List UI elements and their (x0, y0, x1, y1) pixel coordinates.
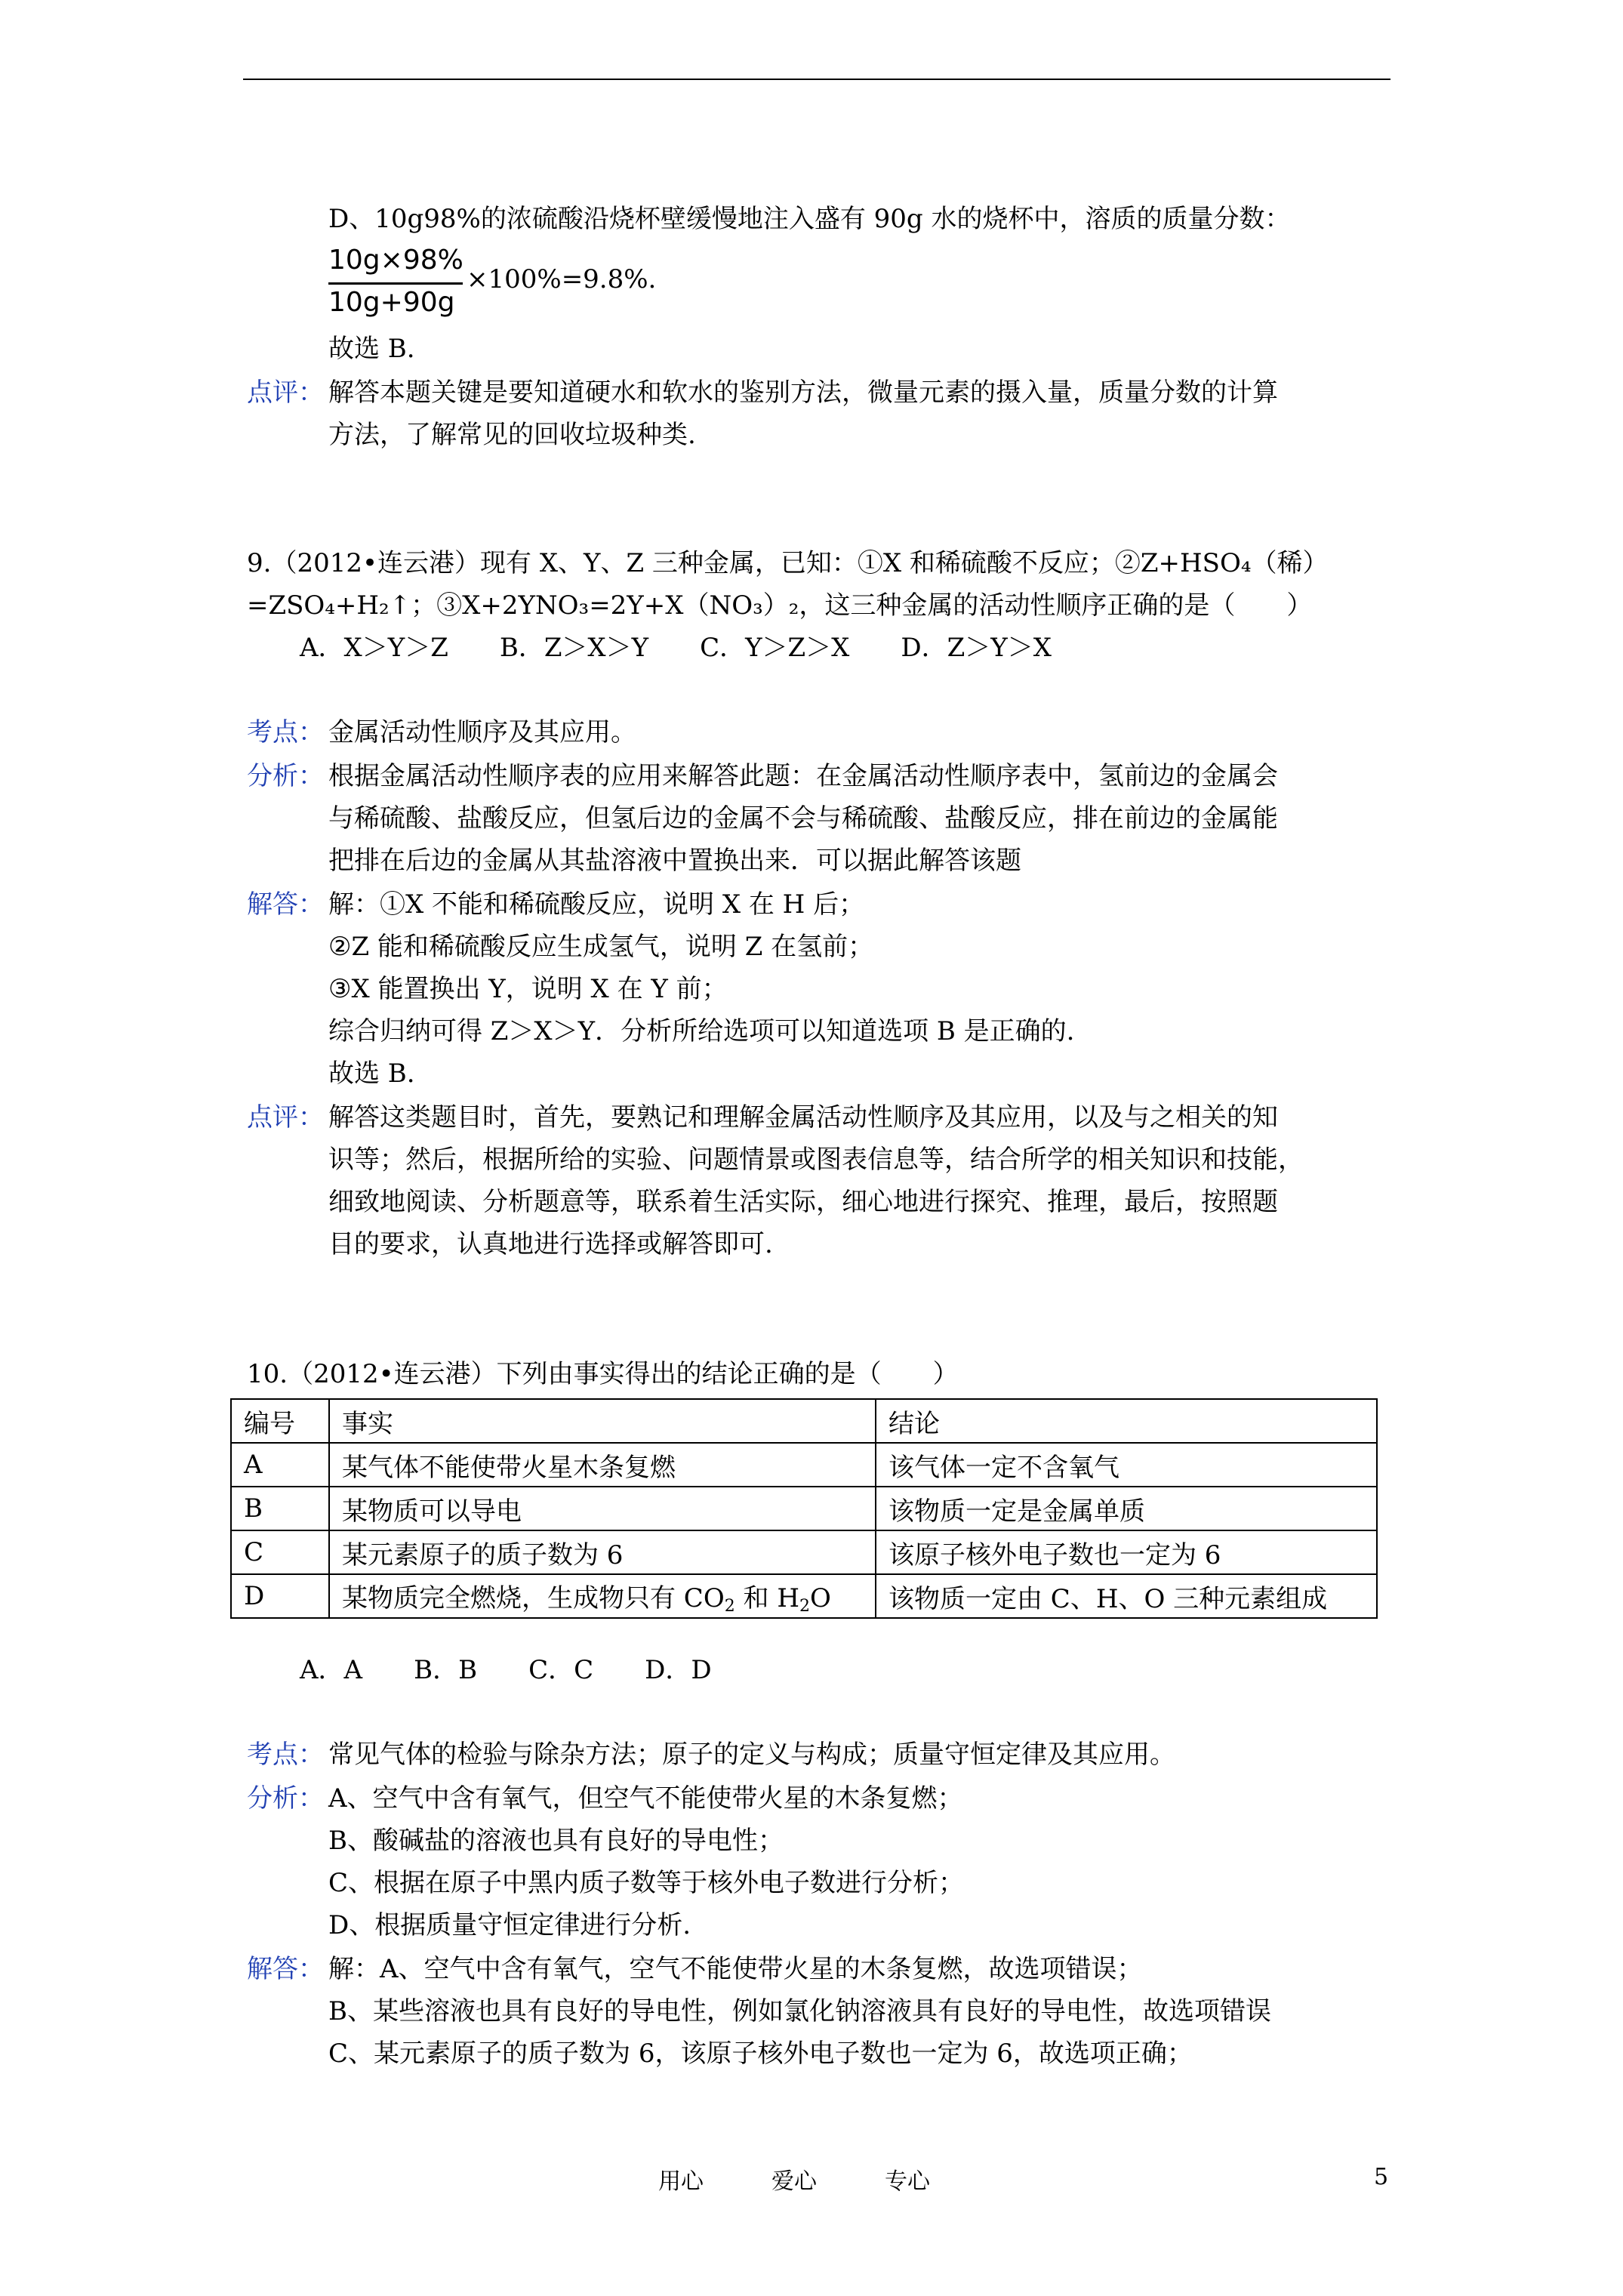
q9-fenxi-line-1: 根据金属活动性顺序表的应用来解答此题：在金属活动性顺序表中，氢前边的金属会 (328, 761, 1278, 791)
fact-d-mid: 和 H (735, 1583, 799, 1613)
q9-jieda-line-4: 综合归纳可得 Z＞X＞Y．分析所给选项可以知道选项 B 是正确的. (328, 1016, 1075, 1046)
q10-fenxi-line-3: C、根据在原子中黑内质子数等于核外电子数进行分析； (328, 1868, 965, 1898)
q10-fenxi-line-4: D、根据质量守恒定律进行分析. (328, 1910, 691, 1940)
table-header-cell: 结论 (876, 1399, 1377, 1443)
q9-fenxi-line-3: 把排在后边的金属从其盐溶液中置换出来．可以据此解答该题 (328, 846, 1021, 876)
fraction-bar (328, 282, 463, 285)
table-header-row (231, 1399, 1377, 1443)
table-header-cell: 事实 (329, 1399, 876, 1443)
table-cell: D (231, 1574, 329, 1618)
formula-denominator: 10g+90g (328, 287, 455, 318)
q10-kaodian-label: 考点： (247, 1740, 324, 1770)
table-cell: 某气体不能使带火星木条复燃 (329, 1443, 876, 1487)
footer-slogan: 用心 爱心 专心 (658, 2168, 930, 2195)
q9-jieda-line-3: ③X 能置换出 Y，说明 X 在 Y 前； (328, 974, 728, 1004)
fact-d-prefix: 某物质完全燃烧，生成物只有 CO (342, 1583, 725, 1613)
q9-stem-line-1: 9.（2012•连云港）现有 X、Y、Z 三种金属，已知：①X 和稀硫酸不反应；②Z+HSO₄（稀） (247, 548, 1329, 578)
fact-d-suffix: O (809, 1583, 831, 1613)
q9-dianping-line-1: 解答这类题目时，首先，要熟记和理解金属活动性顺序及其应用，以及与之相关的知 (328, 1102, 1278, 1133)
q10-kaodian: 常见气体的检验与除杂方法；原子的定义与构成；质量守恒定律及其应用。 (328, 1740, 1175, 1770)
q9-dianping-line-3: 细致地阅读、分析题意等，联系着生活实际，细心地进行探究、推理，最后，按照题 (328, 1187, 1278, 1217)
table-row (231, 1574, 1377, 1618)
table-cell-fact-d (329, 1574, 876, 1618)
q9-dianping-label: 点评： (247, 1102, 324, 1133)
subscript: 2 (799, 1596, 810, 1616)
q9-jieda-line-1: 解：①X 不能和稀硫酸反应，说明 X 在 H 后； (328, 889, 865, 920)
page-number: 5 (1374, 2164, 1389, 2190)
q9-jieda-line-2: ②Z 能和稀硫酸反应生成氢气，说明 Z 在氢前； (328, 932, 874, 962)
table-cell: 该物质一定由 C、H、O 三种元素组成 (876, 1574, 1377, 1618)
table-cell: 某元素原子的质子数为 6 (329, 1530, 876, 1574)
table-header-cell: 编号 (231, 1399, 329, 1443)
q10-fenxi-label: 分析： (247, 1783, 324, 1814)
q9-dianping-line-2: 识等；然后，根据所给的实验、问题情景或图表信息等，结合所学的相关知识和技能， (328, 1145, 1304, 1175)
subscript: 2 (724, 1596, 735, 1616)
table-row (231, 1443, 1377, 1487)
q9-jieda-line-5: 故选 B. (328, 1059, 415, 1089)
table-cell: 该物质一定是金属单质 (876, 1487, 1377, 1530)
prev-review-label: 点评： (247, 378, 324, 408)
q10-fenxi-line-2: B、酸碱盐的溶液也具有良好的导电性； (328, 1826, 784, 1856)
q9-fenxi-label: 分析： (247, 761, 324, 791)
prev-choose: 故选 B. (328, 334, 415, 364)
q10-jieda-line-3: C、某元素原子的质子数为 6，该原子核外电子数也一定为 6，故选项正确； (328, 2039, 1193, 2069)
q9-fenxi-line-2: 与稀硫酸、盐酸反应，但氢后边的金属不会与稀硫酸、盐酸反应，排在前边的金属能 (328, 803, 1278, 834)
prev-d-line: D、10g98%的浓硫酸沿烧杯壁缓慢地注入盛有 90g 水的烧杯中，溶质的质量分数： (328, 204, 1291, 234)
q9-kaodian: 金属活动性顺序及其应用。 (328, 717, 636, 747)
q10-stem: 10.（2012•连云港）下列由事实得出的结论正确的是（ ） (247, 1359, 959, 1389)
table-cell: 该气体一定不含氧气 (876, 1443, 1377, 1487)
q10-jieda-label: 解答： (247, 1954, 324, 1984)
table-cell: B (231, 1487, 329, 1530)
q10-options: A．A B．B C．C D．D (300, 1655, 712, 1685)
facts-table (230, 1398, 1378, 1619)
header-rule (243, 79, 1390, 80)
prev-review-line-2: 方法，了解常见的回收垃圾种类. (328, 420, 696, 450)
table-cell: 某物质可以导电 (329, 1487, 876, 1530)
table-cell: 该原子核外电子数也一定为 6 (876, 1530, 1377, 1574)
q9-jieda-label: 解答： (247, 889, 324, 920)
table-cell: C (231, 1530, 329, 1574)
table-row (231, 1487, 1377, 1530)
q9-dianping-line-4: 目的要求，认真地进行选择或解答即可. (328, 1229, 773, 1259)
table-cell: A (231, 1443, 329, 1487)
q9-stem-line-2: =ZSO₄+H₂↑；③X+2YNO₃=2Y+X（NO₃）₂，这三种金属的活动性顺序正确的是（ ） (247, 590, 1313, 621)
q10-jieda-line-2: B、某些溶液也具有良好的导电性，例如氯化钠溶液具有良好的导电性，故选项错误 (328, 1996, 1271, 2026)
formula-numerator: 10g×98% (328, 245, 463, 276)
table-row (231, 1530, 1377, 1574)
prev-review-line-1: 解答本题关键是要知道硬水和软水的鉴别方法，微量元素的摄入量，质量分数的计算 (328, 378, 1278, 408)
q10-fenxi-line-1: A、空气中含有氧气，但空气不能使带火星的木条复燃； (328, 1783, 963, 1814)
q9-kaodian-label: 考点： (247, 717, 324, 747)
formula-tail: ×100%=9.8%. (467, 264, 657, 294)
q10-jieda-line-1: 解：A、空气中含有氧气，空气不能使带火星的木条复燃，故选项错误； (328, 1954, 1143, 1984)
q9-options: A．X＞Y＞Z B．Z＞X＞Y C．Y＞Z＞X D．Z＞Y＞X (300, 633, 1052, 663)
